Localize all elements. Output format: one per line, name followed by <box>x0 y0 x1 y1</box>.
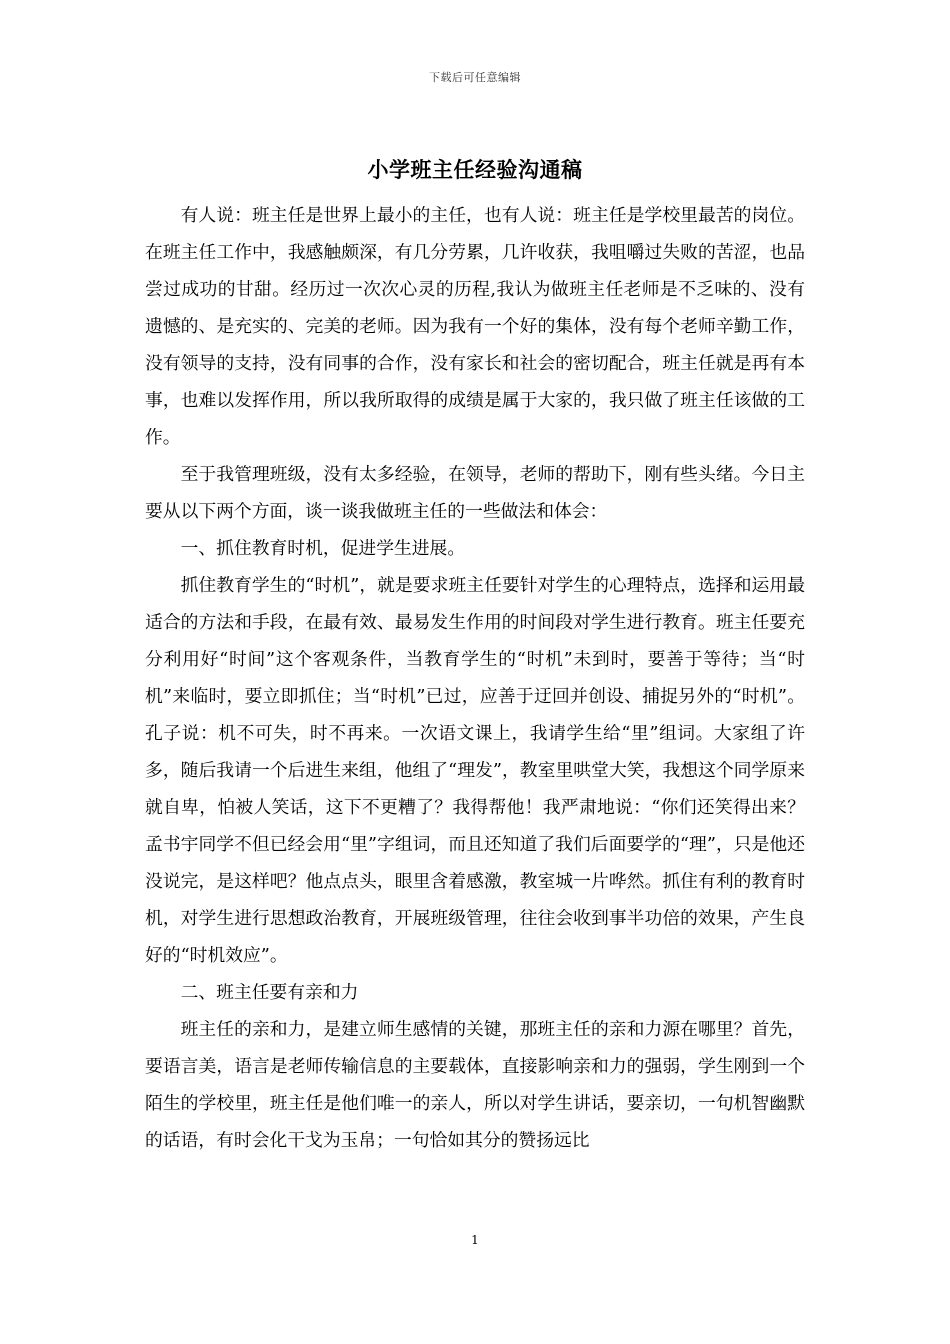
paragraph: 至于我管理班级，没有太多经验，在领导，老师的帮助下，刚有些头绪。今日主要从以下两个方面，谈一谈我做班主任的一些做法和体会： <box>145 464 805 522</box>
paragraph: 班主任的亲和力，是建立师生感情的关键，那班主任的亲和力源在哪里？首先，要语言美，语言是老师传输信息的主要载体，直接影响亲和力的强弱，学生刚到一个陌生的学校里，班主任是他们唯一的亲人，所以对学生讲话，要亲切，一句机智幽默的话语，有时会化干戈为玉帛；一句恰如其分的赞扬远比 <box>145 1019 805 1151</box>
header-note: 下载后可任意编辑 <box>429 71 521 84</box>
section-heading: 二、班主任要有亲和力 <box>180 982 359 1003</box>
page-title: 小学班主任经验沟通稿 <box>367 158 583 182</box>
document-body <box>145 197 805 1159</box>
paragraph: 抓住教育学生的“时机”，就是要求班主任要针对学生的心理特点，选择和运用最适合的方法和手段，在最有效、最易发生作用的时间段对学生进行教育。班主任要充分利用好“时间”这个客观条件，当教育学生的“时机”未到时，要善于等待；当“时机”来临时，要立即抓住；当“时机”已过，应善于迂回并创设、捕捉另外的“时机”。孔子说：机不可失，时不再来。一次语文课上，我请学生给“里”组词。大家组了许多，随后我请一个后进生来组，他组了“理发”，教室里哄堂大笑，我想这个同学原来就自卑，怕被人笑话，这下不更糟了？我得帮他！我严肃地说：“你们还笑得出来？孟书宇同学不但已经会用“里”字组词，而且还知道了我们后面要学的“理”，只是他还没说完，是这样吧？他点点头，眼里含着感激，教室城一片哗然。抓住有利的教育时机，对学生进行思想政治教育，开展班级管理，往往会收到事半功倍的效果，产生良好的“时机效应”。 <box>145 575 805 966</box>
page-number: 1 <box>471 1233 479 1247</box>
paragraph: 有人说：班主任是世界上最小的主任，也有人说：班主任是学校里最苦的岗位。在班主任工作中，我感触颇深，有几分劳累，几许收获，我咀嚼过失败的苦涩，也品尝过成功的甘甜。经历过一次次心灵的历程,我认为做班主任老师是不乏味的、没有遗憾的、是充实的、完美的老师。因为我有一个好的集体，没有每个老师辛勤工作，没有领导的支持，没有同事的合作，没有家长和社会的密切配合，班主任就是再有本事，也难以发挥作用，所以我所取得的成绩是属于大家的，我只做了班主任该做的工作。 <box>145 205 805 448</box>
section-heading: 一、抓住教育时机，促进学生进展。 <box>180 538 466 559</box>
